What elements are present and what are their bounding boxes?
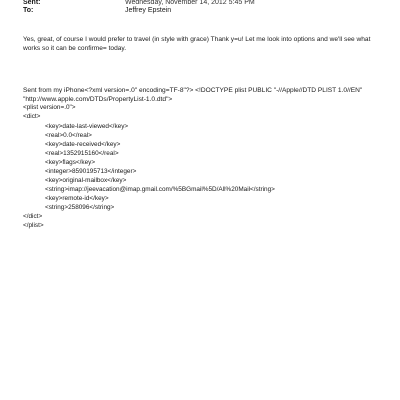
message-body: Yes, great, of course I would prefer to travel (in style with grace) Thank y=u! Let me look into options and we'll see what works so it can be confirme= today. <box>23 36 371 52</box>
plist-line: <key>date-last-viewed</key> <box>45 123 129 130</box>
plist-line: <real>1352915160</real> <box>45 150 119 157</box>
plist-line: <integer>8590195713</integer> <box>45 168 137 175</box>
plist-line: <key>remote-id</key> <box>45 195 109 202</box>
sent-label: Sent: <box>23 0 41 6</box>
plist-line: <string>258096</string> <box>45 204 115 211</box>
plist-line: <key>date-received</key> <box>45 141 121 148</box>
plist-close: </plist> <box>23 222 44 229</box>
plist-open: <plist version=.0"> <box>23 104 76 111</box>
plist-line: <key>flags</key> <box>45 159 96 166</box>
dict-close: </dict> <box>23 213 43 220</box>
sent-from-line: Sent from my iPhone<?xml version=.0" encoding=TF-8"?> <!DOCTYPE plist PUBLIC "-//Apple//DTD PLIST 1.0//EN" "http://www.apple.com/DTDs/PropertyList-1.0.dtd"> <box>23 87 363 103</box>
to-value: Jeffrey Epstein <box>125 7 172 14</box>
plist-line: <string>imap://jeevacation@imap.gmail.com/%5BGmail%5D/All%20Mail</string> <box>45 186 275 193</box>
plist-line: <key>original-mailbox</key> <box>45 177 127 184</box>
to-label: To: <box>23 7 34 14</box>
dict-open: <dict> <box>23 113 41 120</box>
sent-value: Wednesday, November 14, 2012 5:45 PM <box>125 0 255 6</box>
plist-line: <real>0.0</real> <box>45 132 92 139</box>
